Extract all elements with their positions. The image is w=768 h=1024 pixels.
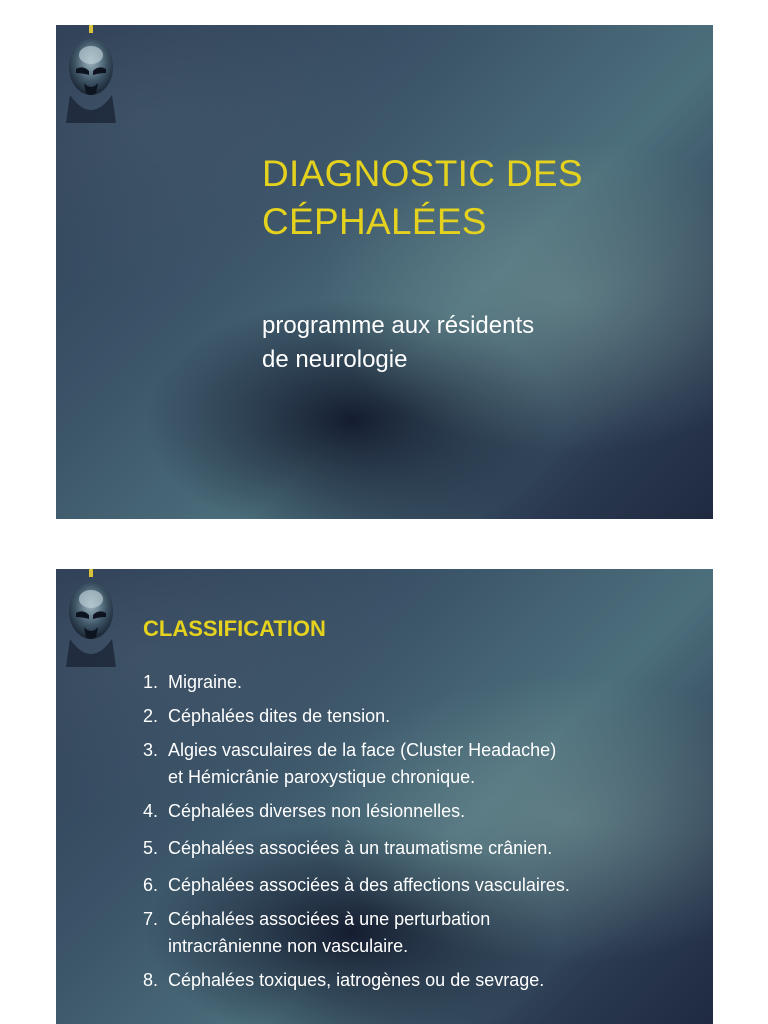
subtitle-line-1: programme aux résidents [262,312,535,339]
slide-subtitle [262,309,534,377]
list-item: 3. Algies vasculaires de la face (Cluster Headache) et Hémicrânie paroxystique chronique. [143,740,557,787]
list-item: 5. Céphalées associées à un traumatisme crânien. [143,838,553,858]
subtitle-line-2: de neurologie [262,346,408,373]
list-item: 1. Migraine. [143,672,243,692]
list-item: 2. Céphalées dites de tension. [143,706,391,726]
list-item: 8. Céphalées toxiques, iatrogènes ou de sevrage. [143,970,545,990]
title-line-2: CÉPHALÉES [262,201,487,242]
head-silhouette-icon [56,25,126,123]
classification-heading: CLASSIFICATION [143,616,326,641]
list-item: 7. Céphalées associées à une perturbation intracrânienne non vasculaire. [143,909,491,956]
list-item: 6. Céphalées associées à des affections vasculaires. [143,875,570,895]
classification-list [143,669,703,994]
slide-title-heading [262,150,583,246]
head-silhouette-icon [56,569,126,667]
slide-title [56,25,713,519]
list-item: 4. Céphalées diverses non lésionnelles. [143,801,466,821]
slide-classification [56,569,713,1024]
title-line-1: DIAGNOSTIC DES [262,153,583,194]
